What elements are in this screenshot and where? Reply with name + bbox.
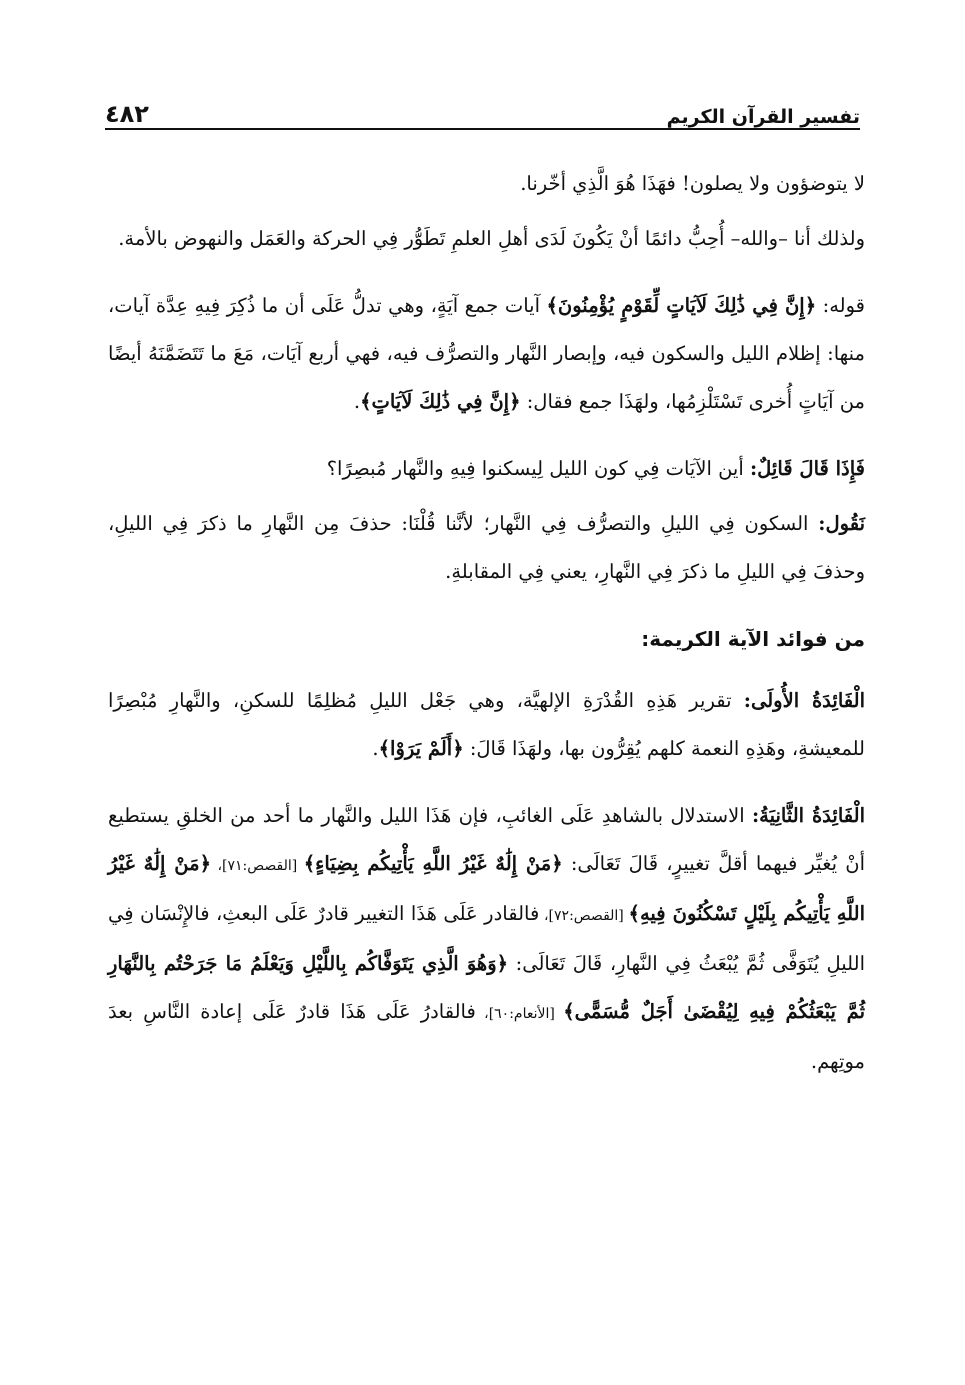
paragraph-lead: الْفَائِدَةُ الأُولَى: [743, 689, 865, 712]
section-heading: من فوائد الآية الكريمة: [641, 627, 865, 651]
quran-verse: ﴿مَنْ إِلَٰهٌ غَيْرُ اللَّهِ يَأْتِيكُم بِلَيْلٍ تَسْكُنُونَ فِيهِ﴾ [108, 852, 866, 925]
paragraph-text: . [353, 390, 361, 413]
paragraph-text: آيات جمع آيَةٍ، وهي تدلُّ عَلَى أن ما ذُكِرَ فِيهِ عِدَّة آيات، منها: إظلام الليل والسكون فيه، وإبصار النَّهار والتصرُّف فيه، فهي أربع آيَات، مَعَ ما تَتَضَمَّنَهُ أيضًا من آيَاتٍ أُخرى تَسْتَلْزِمُها، ولهَذَا جمع فقال: [108, 294, 865, 413]
paragraph-text: السكون فِي الليلِ والتصرُّف فِي النَّهار؛ لأنَّنا قُلْنَا: حذفَ مِن النَّهارِ ما ذكرَ فِي الليلِ، وحذفَ فِي الليلِ ما ذكرَ فِي النَّهارِ، يعني فِي المقابلةِ. [108, 512, 865, 583]
page-number: ٤٨٢ [105, 100, 149, 128]
paragraph [108, 792, 865, 1086]
paragraph-lead: نَقُول: [818, 512, 865, 535]
verse-reference: [الأنعام:٦٠]، [475, 1006, 564, 1022]
quran-verse: ﴿أَلَمْ يَرَوْا﴾ [378, 737, 464, 760]
book-title: تفسير القرآن الكريم [666, 106, 860, 128]
header-divider [105, 128, 860, 130]
quran-verse: ﴿إِنَّ فِي ذَٰلِكَ لَآيَاتٍ﴾ [360, 390, 521, 413]
paragraph-lead: قوله: [816, 294, 865, 317]
paragraph-text: أين الآيَات فِي كون الليل لِيسكنوا فِيهِ والنَّهار مُبصِرًا؟ [326, 457, 750, 480]
paragraph-text: الاستدلال بالشاهدِ عَلَى الغائبِ، فإن هَذَا الليل والنَّهار ما أحد من الخلقِ يستطيع أنْ يُغيِّر فيهما أقلَّ تغييرٍ، قَالَ تَعَالَى: [108, 804, 865, 875]
verse-reference: [القصص:٧٢]، [539, 908, 629, 924]
quran-verse: ﴿مَنْ إِلَٰهٌ غَيْرُ اللَّهِ يَأْتِيكُم بِضِيَاءٍ﴾ [303, 852, 563, 875]
quran-verse: ﴿وَهُوَ الَّذِي يَتَوَفَّاكُم بِاللَّيْلِ وَيَعْلَمُ مَا جَرَحْتُم بِالنَّهَارِ ثُمَّ يَبْعَثُكُمْ فِيهِ لِيُقْضَىٰ أَجَلٌ مُّسَمًّى﴾ [108, 952, 865, 1023]
paragraph-text: فالقادرُ عَلَى هَذَا قادرٌ عَلَى إعادة النَّاسِ بعدَ موتِهم. [108, 1000, 865, 1073]
paragraph-text: . [372, 737, 379, 760]
paragraph [108, 500, 865, 596]
verse-reference: [القصص:٧١]، [211, 858, 304, 874]
paragraph: لا يتوضؤون ولا يصلون! فهَذَا هُوَ الَّذِي أخّرنا. [520, 172, 865, 195]
quran-verse: ﴿إِنَّ فِي ذَٰلِكَ لَآيَاتٍ لِّقَوْمٍ يُؤْمِنُونَ﴾ [546, 294, 817, 317]
page-body [108, 160, 865, 1105]
paragraph-lead: الْفَائِدَةُ الثَّانِيَةُ: [751, 804, 865, 827]
page-header [105, 92, 860, 128]
paragraph [108, 282, 865, 426]
paragraph-text: فالقادر عَلَى هَذَا التغيير قادرٌ عَلَى البعثِ، فالإِنْسَان فِي الليلِ يُتَوَفَّى ثُمَّ يُبْعَثُ فِي النَّهارِ، قَالَ تَعَالَى: [108, 902, 865, 975]
paragraph-lead: فَإِذَا قَالَ قَائِلٌ: [749, 457, 865, 480]
paragraph-text: تقرير هَذِهِ القُدْرَةِ الإلهيَّة، وهي جَعْل الليلِ مُظلِمًا للسكنِ، والنَّهارِ مُبْصِرًا للمعيشةِ، وهَذِهِ النعمة كلهم يُقِرُّون بها، ولهَذَا قَالَ: [108, 689, 865, 760]
paragraph [108, 677, 865, 773]
paragraph [108, 445, 865, 493]
paragraph: ولذلك أنا –والله– أُحِبُّ دائمًا أنْ يَكُونَ لَدَى أهلِ العلمِ تَطَوُّر فِي الحركة والعَمَل والنهوض بالأمة. [118, 227, 865, 250]
